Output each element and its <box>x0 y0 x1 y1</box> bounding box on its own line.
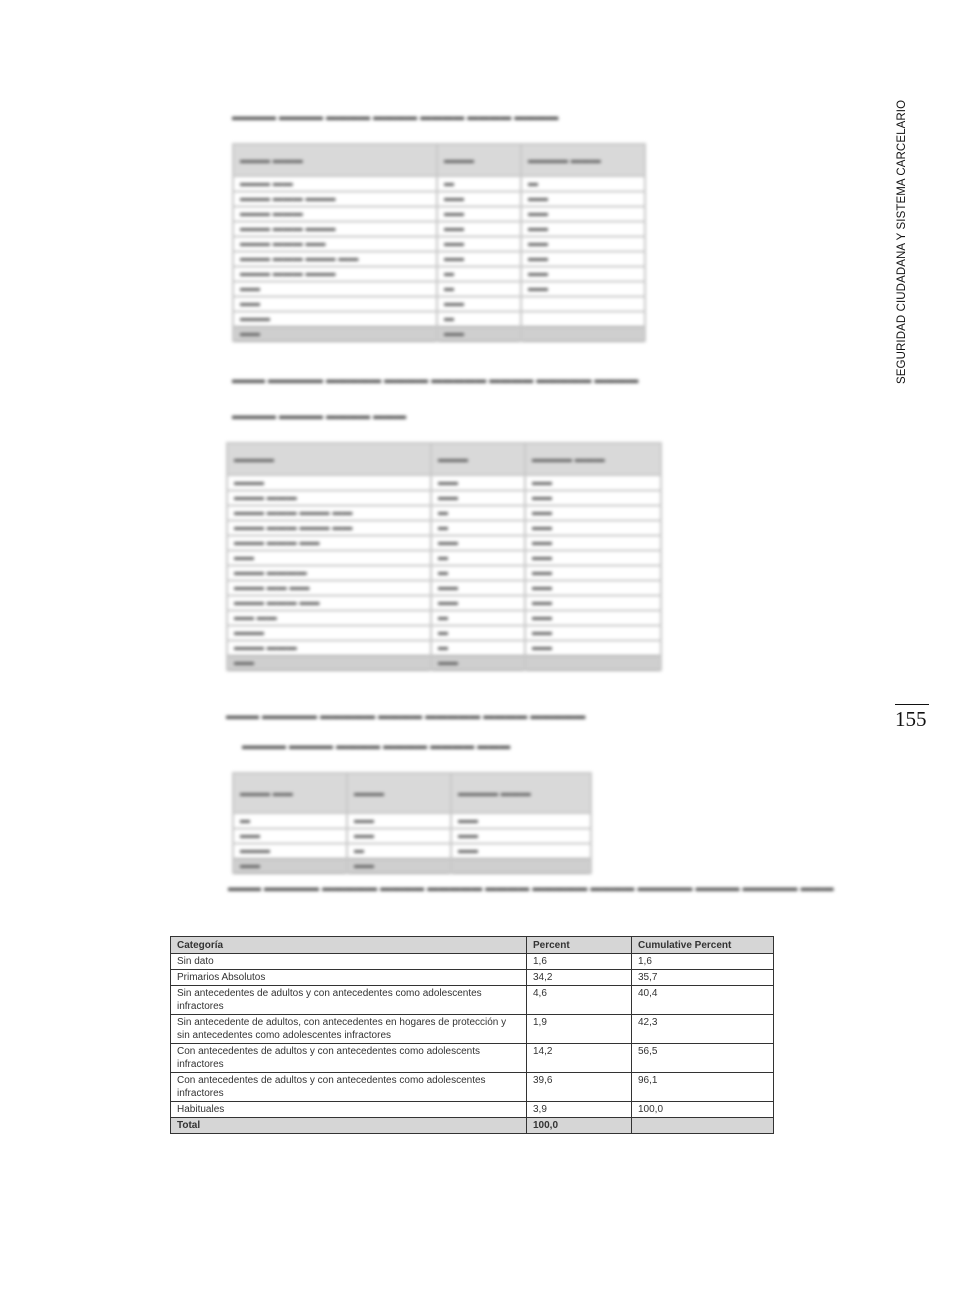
table-total-row <box>171 1118 774 1134</box>
blurred-table-2: ▬▬▬▬ ▬▬▬ ▬▬▬▬ ▬▬▬ ▬▬▬ ▬▬ ▬▬ ▬▬▬ ▬▬▬ ▬▬ ▬▬ ▬▬▬ ▬▬▬ ▬▬▬ ▬▬ ▬ ▬▬ ▬▬▬ ▬▬▬ ▬▬▬ ▬▬ ▬ ▬▬ ▬▬▬ ▬▬▬ ▬▬ ▬▬ ▬▬ ▬▬ ▬ ▬▬ ▬▬▬ ▬▬▬▬ ▬ ▬▬ ▬▬▬ ▬▬ ▬▬ ▬▬ ▬▬ ▬▬▬ ▬▬▬ ▬▬ ▬▬ ▬▬ ▬▬ ▬▬ ▬ ▬▬ ▬▬▬ ▬ ▬▬ ▬▬▬ ▬▬▬ ▬ ▬▬ ▬▬ ▬▬ <box>226 442 662 671</box>
cell-cumulative: 35,7 <box>632 970 774 986</box>
cell-categoria: Total <box>171 1118 527 1134</box>
cell-percent: 34,2 <box>527 970 632 986</box>
cell-cumulative <box>632 1118 774 1134</box>
cell-categoria: Sin dato <box>171 954 527 970</box>
table-row <box>171 970 774 986</box>
cell-percent: 14,2 <box>527 1044 632 1073</box>
page-number: 155 <box>895 704 929 732</box>
blurred-caption: ▬▬▬▬ ▬▬▬▬ ▬▬▬▬ ▬▬▬ <box>232 410 407 422</box>
cell-percent: 3,9 <box>527 1102 632 1118</box>
cell-categoria: Sin antecedentes de adultos y con antecedentes como adolescentes infractores <box>171 986 527 1015</box>
column-header: Percent <box>527 937 632 954</box>
blurred-table-1: ▬▬▬ ▬▬▬ ▬▬▬ ▬▬▬▬ ▬▬▬ ▬▬▬ ▬▬ ▬ ▬ ▬▬▬ ▬▬▬ ▬▬▬ ▬▬ ▬▬ ▬▬▬ ▬▬▬ ▬▬ ▬▬ ▬▬▬ ▬▬▬ ▬▬▬ ▬▬ ▬▬ ▬▬▬ ▬▬▬ ▬▬ ▬▬ ▬▬ ▬▬▬ ▬▬▬ ▬▬▬ ▬▬ ▬▬ ▬▬ ▬▬▬ ▬▬▬ ▬▬▬ ▬ ▬▬ ▬▬ ▬ ▬▬ ▬▬ ▬▬ ▬▬▬ ▬ ▬▬ ▬▬ <box>232 143 646 342</box>
cell-categoria: Habituales <box>171 1102 527 1118</box>
cell-cumulative: 1,6 <box>632 954 774 970</box>
table-row <box>171 1102 774 1118</box>
column-header: Categoría <box>171 937 527 954</box>
running-header: SEGURIDAD CIUDADANA Y SISTEMA CARCELARIO <box>896 99 908 384</box>
cell-cumulative: 42,3 <box>632 1015 774 1044</box>
table-row <box>171 1015 774 1044</box>
table-row <box>171 954 774 970</box>
cell-percent: 4,6 <box>527 986 632 1015</box>
cell-cumulative: 40,4 <box>632 986 774 1015</box>
table-row <box>171 1073 774 1102</box>
table-header-row <box>171 937 774 954</box>
cell-categoria: Primarios Absolutos <box>171 970 527 986</box>
blurred-table-3: ▬▬▬ ▬▬ ▬▬▬ ▬▬▬▬ ▬▬▬ ▬ ▬▬ ▬▬ ▬▬ ▬▬ ▬▬ ▬▬▬ ▬ ▬▬ ▬▬ ▬▬ <box>232 772 592 874</box>
table-row <box>171 986 774 1015</box>
cell-percent: 39,6 <box>527 1073 632 1102</box>
column-header: Cumulative Percent <box>632 937 774 954</box>
cell-cumulative: 96,1 <box>632 1073 774 1102</box>
blurred-source: ▬▬▬ ▬▬▬▬▬ ▬▬▬▬▬ ▬▬▬▬ ▬▬▬▬▬ ▬▬▬▬ ▬▬▬▬▬ <box>226 710 586 722</box>
blurred-caption: ▬▬▬▬ ▬▬▬▬ ▬▬▬▬ ▬▬▬▬ ▬▬▬▬ ▬▬▬ <box>242 740 511 752</box>
cell-categoria: Con antecedentes de adultos y con antecedentes como adolescents infractores <box>171 1044 527 1073</box>
cell-percent: 100,0 <box>527 1118 632 1134</box>
table-row <box>171 1044 774 1073</box>
cell-cumulative: 56,5 <box>632 1044 774 1073</box>
cell-categoria: Con antecedentes de adultos y con antecedentes como adolescentes infractores <box>171 1073 527 1102</box>
cell-categoria: Sin antecedente de adultos, con antecedentes en hogares de protección y sin antecedentes como adolescentes infractores <box>171 1015 527 1044</box>
cell-percent: 1,6 <box>527 954 632 970</box>
blurred-caption: ▬▬▬▬ ▬▬▬▬ ▬▬▬▬ ▬▬▬▬ ▬▬▬▬ ▬▬▬▬ ▬▬▬▬ <box>232 111 559 123</box>
cell-cumulative: 100,0 <box>632 1102 774 1118</box>
blurred-source: ▬▬▬ ▬▬▬▬▬ ▬▬▬▬▬ ▬▬▬▬ ▬▬▬▬▬ ▬▬▬▬ ▬▬▬▬▬ ▬▬▬▬ <box>232 374 639 386</box>
blurred-source: ▬▬▬ ▬▬▬▬▬ ▬▬▬▬▬ ▬▬▬▬ ▬▬▬▬▬ ▬▬▬▬ ▬▬▬▬▬ ▬▬▬▬ ▬▬▬▬▬ ▬▬▬▬ ▬▬▬▬▬ ▬▬▬ <box>228 882 834 894</box>
cell-percent: 1,9 <box>527 1015 632 1044</box>
categoria-table <box>170 936 774 1134</box>
